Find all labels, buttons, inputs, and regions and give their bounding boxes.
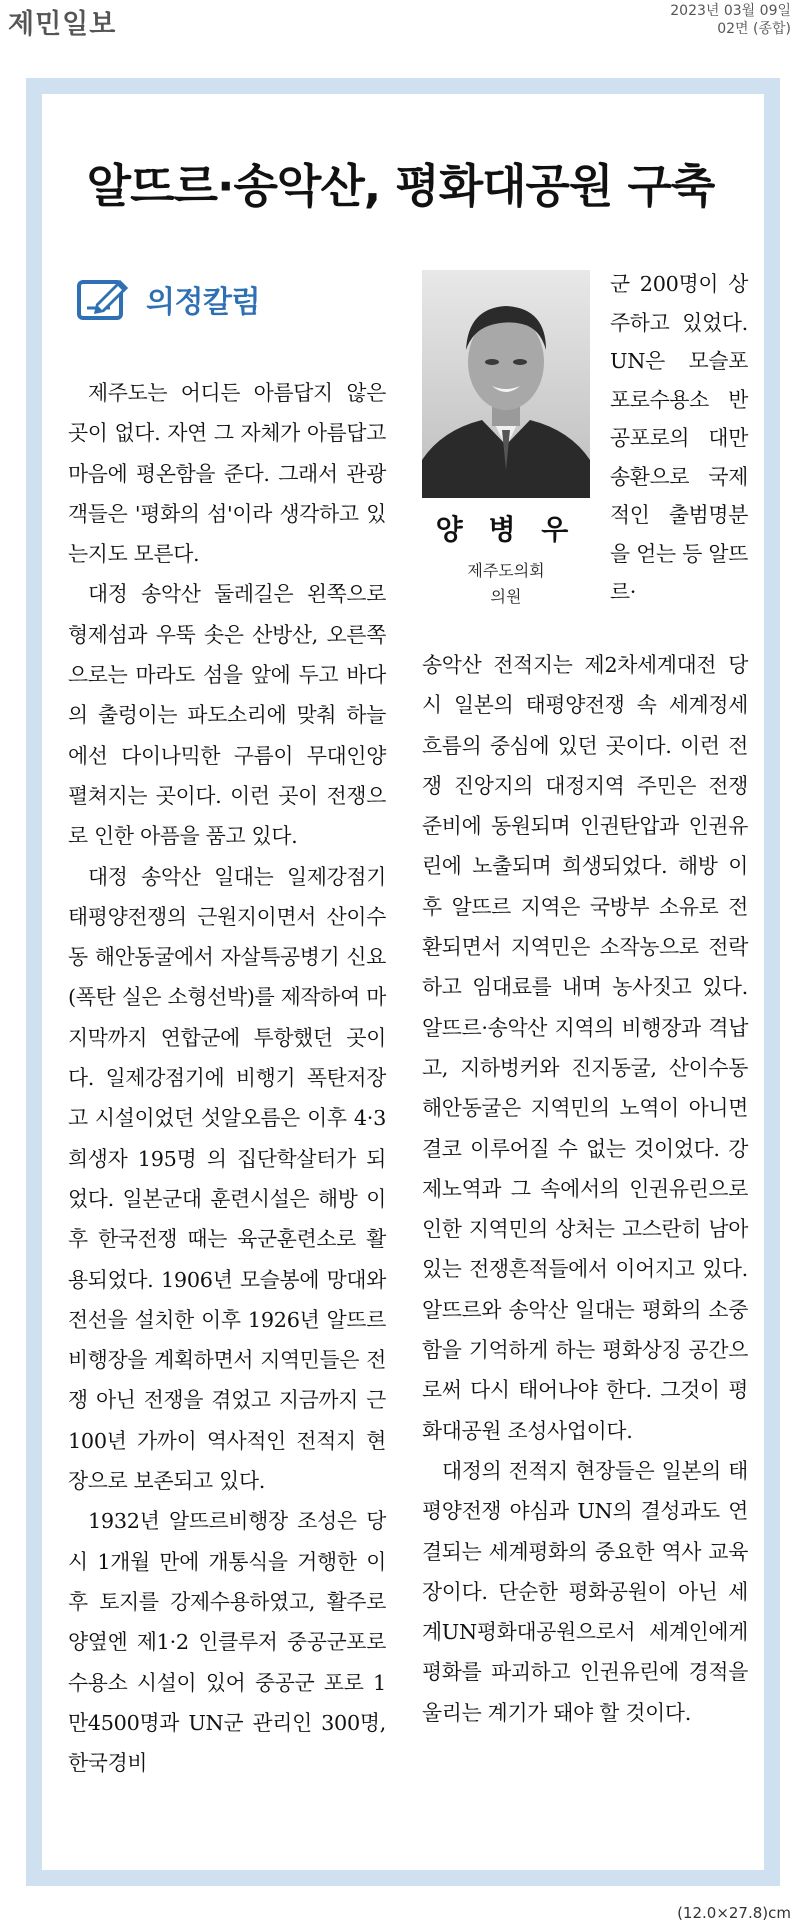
article-headline: 알뜨르·송악산, 평화대공원 구축 — [86, 159, 715, 213]
author-photo — [422, 270, 590, 498]
paragraph-4-continued: 송악산 전적지는 제2차세계대전 당시 일본의 태평양전쟁 속 세계정세 흐름의 중심에 있던 곳이다. 이런 전쟁 진앙지의 대정지역 주민은 전쟁 준비에 동원되며 인권탄압과 인권유린에 노출되며 희생되었다. 해방 이후 알뜨르 지역은 국방부 소유로 전환되면서 지역민은 소작농으로 전락하고 임대료를 내며 농사짓고 있다. 알뜨르·송악산 지역의 비행장과 격납고, 지하벙커와 진지동굴, 산이수동 해안동굴은 지역민의 노역이 아니면 결코 이루어질 수 없는 것이었다. 강제노역과 그 속에서의 인권유린으로 인한 지역민의 상처는 고스란히 남아있는 전쟁흔적들에서 이어지고 있다. 알뜨르와 송악산 일대는 평화의 소중함을 기억하게 하는 평화상징 공간으로써 다시 태어나야 한다. 그것이 평화대공원 조성사업이다. — [422, 653, 748, 1443]
paragraph-4-continued-top: 군 200명이 상주하고 있었다. UN은 모슬포 포로수용소 반공포로의 대만송환으로 국제적인 출범명분을 얻는 등 알뜨르· — [610, 272, 748, 604]
author-position: 의원 — [490, 587, 522, 606]
article-column-right-top — [610, 265, 748, 612]
newspaper-masthead: 제민일보 — [8, 9, 117, 40]
publication-date: 2023년 03월 09일 — [670, 3, 791, 19]
column-badge — [76, 276, 260, 322]
page-section: 02면 (종합) — [717, 21, 791, 37]
paragraph-4: 1932년 알뜨르비행장 조성은 당시 1개월 만에 개통식을 거행한 이후 토지를 강제수용하였고, 활주로 양옆엔 제1·2 인클루저 중공군포로수용소 시설이 있어 중공군 포로 1만4500명과 UN군 관리인 300명, 한국경비 — [68, 1509, 386, 1776]
author-affiliation: 제주도의회 — [467, 561, 545, 580]
paragraph-5: 대정의 전적지 현장들은 일본의 태평양전쟁 야심과 UN의 결성과도 연결되는 세계평화의 중요한 역사 교육장이다. 단순한 평화공원이 아닌 세계UN평화대공원으로서 세계인에게 평화를 파괴하고 인권유린에 경적을 울리는 계기가 돼야 할 것이다. — [422, 1458, 748, 1725]
article-size-note: (12.0×27.8)cm — [677, 1904, 791, 1922]
pencil-note-icon — [76, 276, 132, 322]
author-name: 양 병 우 — [435, 513, 577, 546]
paragraph-1: 제주도는 어디든 아름답지 않은 곳이 없다. 자연 그 자체가 아름답고 마음에 평온함을 준다. 그래서 관광객들은 '평화의 섬'이라 생각하고 있는지도 모른다. — [68, 381, 386, 567]
column-label: 의정칼럼 — [146, 285, 260, 320]
paragraph-3: 대정 송악산 일대는 일제강점기 태평양전쟁의 근원지이면서 산이수동 해안동굴에서 자살특공병기 신요(폭탄 실은 소형선박)를 제작하여 마지막까지 연합군에 투항했던 곳이다. 일제강점기에 비행기 폭탄저장고 시설이었던 섯알오름은 이후 4·3 희생자 195명 의 집단학살터가 되었다. 일본군대 훈련시설은 해방 이후 한국전쟁 때는 육군훈련소로 활용되었다. 1906년 모슬봉에 망대와 전선을 설치한 이후 1926년 알뜨르비행장을 계획하면서 지역민들은 전쟁 아닌 전쟁을 겪었고 지금까지 근 100년 가까이 역사적인 전적지 현장으로 보존되고 있다. — [68, 864, 386, 1494]
publication-info — [670, 2, 791, 38]
paragraph-2: 대정 송악산 둘레길은 왼쪽으로 형제섬과 우뚝 솟은 산방산, 오른쪽으로는 마라도 섬을 앞에 두고 바다의 출렁이는 파도소리에 맞춰 하늘에선 다이나믹한 구름이 무대인양 펼쳐지는 곳이다. 이런 곳이 전쟁으로 인한 아픔을 품고 있다. — [68, 582, 386, 849]
article-column-left — [68, 373, 386, 1783]
article-column-right — [422, 645, 748, 1733]
author-title — [420, 558, 592, 610]
